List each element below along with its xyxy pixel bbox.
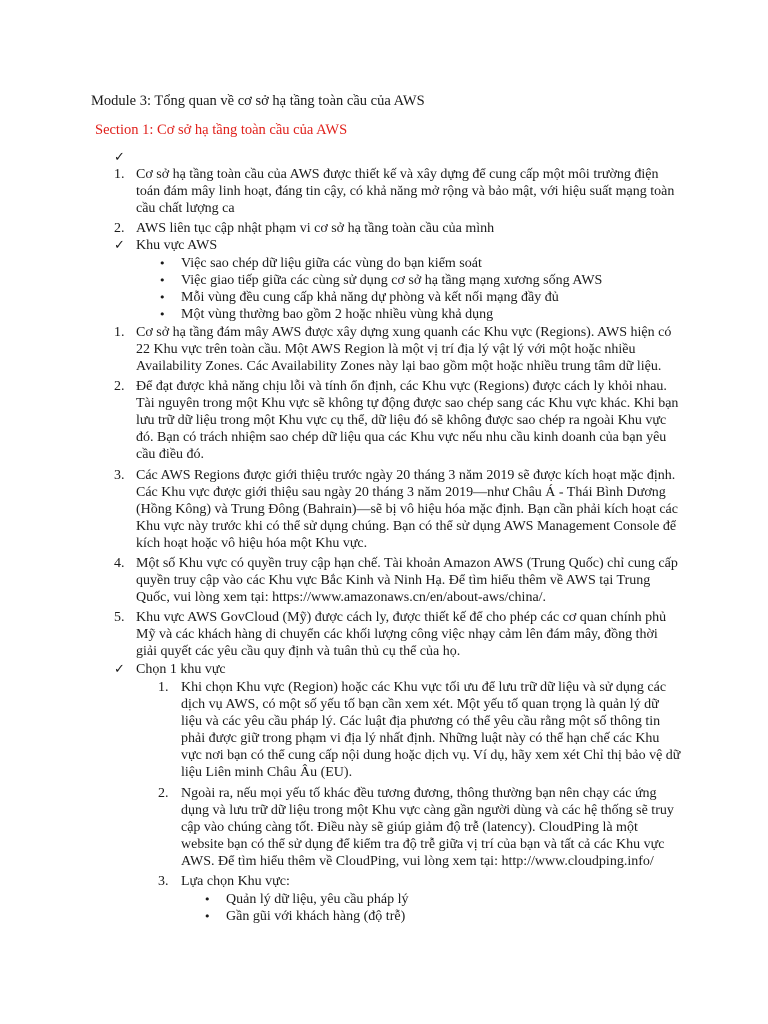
list-number: 2. xyxy=(114,221,125,236)
bullet-icon: • xyxy=(204,893,211,906)
section-heading: Section 1: Cơ sở hạ tầng toàn cầu của AWS xyxy=(95,122,348,138)
bullet-icon: • xyxy=(159,291,166,304)
list-text: Các AWS Regions được giới thiệu trước ngày 20 tháng 3 năm 2019 sẽ được kích hoạt mặc định. Các Khu vực được giới thiệu sau ngày 20 tháng 3 năm 2019—như Châu Á - Thái Bình Dương (Hồng Kông) và Trung Đông (Bahrain)—sẽ bị vô hiệu hóa mặc định. Bạn cần phải kích hoạt các Khu vực này trước khi có thể sử dụng chúng. Bạn có thể sử dụng AWS Management Console để kích hoạt hoặc vô hiệu hóa một Khu vực. xyxy=(136,468,678,551)
bullet-icon: • xyxy=(159,257,166,270)
bullet-icon: • xyxy=(159,308,166,321)
choose-heading: Chọn 1 khu vực xyxy=(136,662,226,677)
list-text: Để đạt được khả năng chịu lỗi và tính ổn định, các Khu vực (Regions) được cách ly khỏi nhau. Tài nguyên trong một Khu vực sẽ không tự động được sao chép sang các Khu vực khác. Khi bạn lưu trữ dữ liệu trong một Khu vực cụ thể, dữ liệu đó sẽ không được sao chép ra ngoài Khu vực đó. Bạn có trách nhiệm sao chép dữ liệu qua các Khu vực nếu nhu cầu kinh doanh của bạn yêu cầu điều đó. xyxy=(136,379,679,462)
bullet-text: Một vùng thường bao gồm 2 hoặc nhiều vùng khả dụng xyxy=(181,307,494,322)
list-number: 1. xyxy=(114,325,125,340)
bullet-icon: • xyxy=(159,274,166,287)
check-mark-icon: ✓ xyxy=(114,150,125,165)
check-mark-icon: ✓ xyxy=(114,662,125,677)
list-number: 2. xyxy=(158,786,169,801)
check-mark-icon: ✓ xyxy=(114,238,125,253)
list-text: Một số Khu vực có quyền truy cập hạn chế. Tài khoản Amazon AWS (Trung Quốc) chỉ cung cấp quyền truy cập vào các Khu vực Bắc Kinh và Ninh Hạ. Để tìm hiểu thêm về AWS tại Trung Quốc, vui lòng xem tại: https://www.amazonaws.cn/en/about-aws/china/. xyxy=(136,556,678,605)
bullet-text: Mỗi vùng đều cung cấp khả năng dự phòng và kết nối mạng đầy đủ xyxy=(181,290,559,305)
list-number: 2. xyxy=(114,379,125,394)
list-text: Khi chọn Khu vực (Region) hoặc các Khu vực tối ưu để lưu trữ dữ liệu và sử dụng các dịch vụ AWS, có một số yếu tố bạn cần xem xét. Một yếu tố quan trọng là quản lý dữ liệu và các yêu cầu pháp lý. Các luật địa phương có thể yêu cầu rằng một số thông tin phải được giữ trong phạm vi địa lý nhất định. Những luật này có thể hạn chế các Khu vực nơi bạn có thể cung cấp nội dung hoặc dịch vụ. Ví dụ, hãy xem xét Chỉ thị bảo vệ dữ liệu Liên minh Châu Âu (EU). xyxy=(181,680,681,780)
bullet-text: Việc sao chép dữ liệu giữa các vùng do bạn kiểm soát xyxy=(181,256,482,271)
bullet-icon: • xyxy=(204,910,211,923)
list-text: Khu vực AWS GovCloud (Mỹ) được cách ly, được thiết kế để cho phép các cơ quan chính phủ Mỹ và các khách hàng di chuyển các khối lượng công việc nhạy cảm lên đám mây, đồng thời giải quyết các yêu cầu quy định và tuân thủ cụ thể của họ. xyxy=(136,610,667,659)
list-number: 3. xyxy=(114,468,125,483)
list-text: AWS liên tục cập nhật phạm vi cơ sở hạ tầng toàn cầu của mình xyxy=(136,221,495,236)
list-text: Cơ sở hạ tầng đám mây AWS được xây dựng xung quanh các Khu vực (Regions). AWS hiện có 22 Khu vực trên toàn cầu. Một AWS Region là một vị trí địa lý vật lý với một hoặc nhiều Availability Zones. Các Availability Zones này lại bao gồm một hoặc nhiều trung tâm dữ liệu. xyxy=(136,325,672,374)
bullet-text: Quản lý dữ liệu, yêu cầu pháp lý xyxy=(226,892,409,907)
module-title: Module 3: Tổng quan về cơ sở hạ tầng toàn cầu của AWS xyxy=(91,93,425,109)
list-number: 4. xyxy=(114,556,125,571)
bullet-text: Việc giao tiếp giữa các cùng sử dụng cơ sở hạ tầng mạng xương sống AWS xyxy=(181,273,603,288)
list-number: 1. xyxy=(114,167,125,182)
regions-heading: Khu vực AWS xyxy=(136,238,218,253)
list-text: Lựa chọn Khu vực: xyxy=(181,874,290,889)
list-number: 3. xyxy=(158,874,169,889)
list-text: Ngoài ra, nếu mọi yếu tố khác đều tương đương, thông thường bạn nên chạy các ứng dụng và lưu trữ dữ liệu trong một Khu vực càng gần người dùng và các hệ thống sẽ truy cập vào chúng càng tốt. Điều này sẽ giúp giảm độ trễ (latency). CloudPing là một website bạn có thể sử dụng để kiểm tra độ trễ giữa vị trí của bạn và tất cả các Khu vực AWS. Để tìm hiểu thêm về CloudPing, vui lòng xem tại: http://www.cloudping.info/ xyxy=(181,786,674,869)
list-number: 1. xyxy=(158,680,169,695)
list-text: Cơ sở hạ tầng toàn cầu của AWS được thiết kế và xây dựng để cung cấp một môi trường điện toán đám mây linh hoạt, đáng tin cậy, có khả năng mở rộng và bảo mật, với hiệu suất mạng toàn cầu chất lượng ca xyxy=(136,167,675,216)
list-number: 5. xyxy=(114,610,125,625)
bullet-text: Gần gũi với khách hàng (độ trễ) xyxy=(226,909,406,924)
